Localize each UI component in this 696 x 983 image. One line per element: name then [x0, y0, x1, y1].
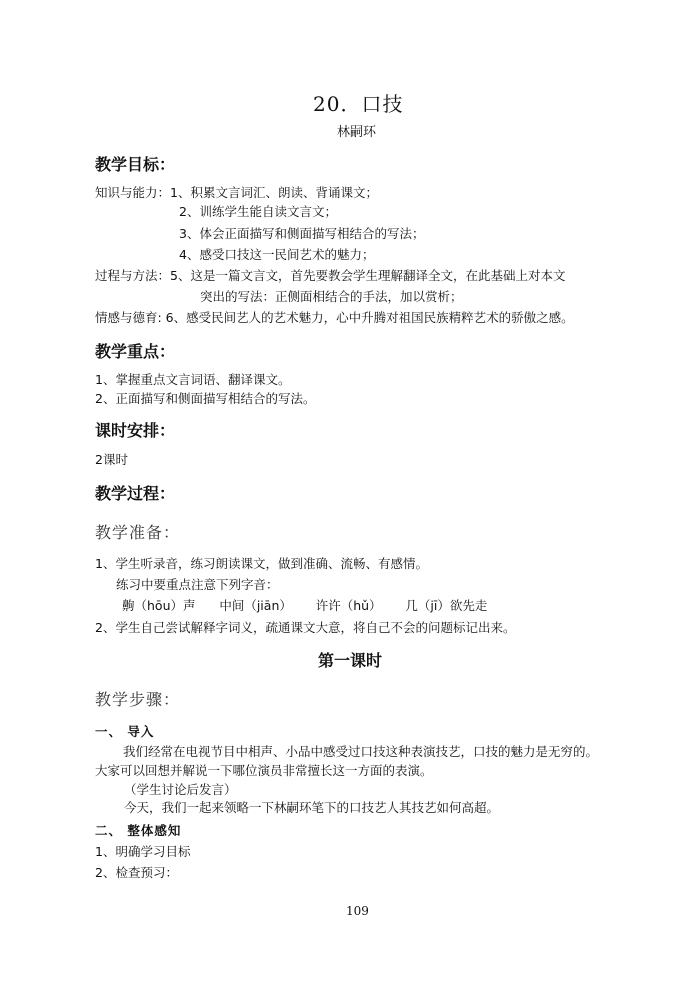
step-item: 1、明确学习目标 — [95, 844, 191, 859]
prep-line: 练习中要重点注意下列字音： — [116, 577, 279, 592]
lesson-heading: 第一课时 — [318, 651, 383, 670]
keypoint-line: 1、掌握重点文言词语、翻译课文。 — [95, 372, 291, 387]
objective-line: 突出的写法：正侧面相结合的手法，加以赏析； — [200, 289, 463, 304]
author-name: 林嗣环 — [337, 125, 377, 140]
objectives-heading: 教学目标： — [95, 155, 176, 174]
step-heading: 一、 导入 — [95, 724, 155, 739]
prep-heading: 教学准备： — [95, 523, 181, 542]
objective-line: 过程与方法：5、这是一篇文言文，首先要教会学生理解翻译全文，在此基础上对本文 — [95, 268, 566, 283]
process-heading: 教学过程： — [95, 484, 176, 503]
pronunciation-line: 齁（hōu）声 中间（jiān） 许许（hǔ） 几（jī）欲先走 — [122, 598, 488, 613]
prep-line: 2、学生自己尝试解释字词义，疏通课文大意，将自己不会的问题标记出来。 — [95, 620, 516, 635]
steps-heading: 教学步骤： — [95, 690, 181, 709]
step-paragraph: 今天，我们一起来领略一下林嗣环笔下的口技艺人其技艺如何高超。 — [124, 800, 500, 815]
schedule-text: 2课时 — [95, 452, 128, 467]
objective-line: 情感与德育: 6、感受民间艺人的艺术魅力，心中升腾对祖国民族精粹艺术的骄傲之感。 — [95, 310, 574, 325]
step-paragraph: 我们经常在电视节目中相声、小品中感受过口技这种表演技艺，口技的魅力是无穷的。大家可以回想并解说一下哪位演员非常擅长这一方面的表演。 — [95, 744, 599, 778]
objective-line: 3、体会正面描写和侧面描写相结合的写法； — [179, 226, 425, 241]
objective-line: 知识与能力：1、积累文言词汇、朗读、背诵课文； — [95, 185, 378, 200]
keypoint-line: 2、正面描写和侧面描写相结合的写法。 — [95, 391, 316, 406]
document-title: 20．口技 — [313, 92, 404, 116]
schedule-heading: 课时安排： — [95, 421, 176, 440]
step-note: （学生讨论后发言） — [124, 782, 237, 797]
step-heading: 二、 整体感知 — [95, 823, 182, 838]
objective-line: 2、训练学生能自读文言文； — [179, 204, 337, 219]
keypoints-heading: 教学重点： — [95, 342, 176, 361]
objective-line: 4、感受口技这一民间艺术的魅力； — [179, 247, 375, 262]
step-item: 2、检查预习： — [95, 865, 178, 880]
prep-line: 1、学生听录音，练习朗读课文，做到准确、流畅、有感情。 — [95, 556, 428, 571]
page-number: 109 — [346, 904, 369, 918]
